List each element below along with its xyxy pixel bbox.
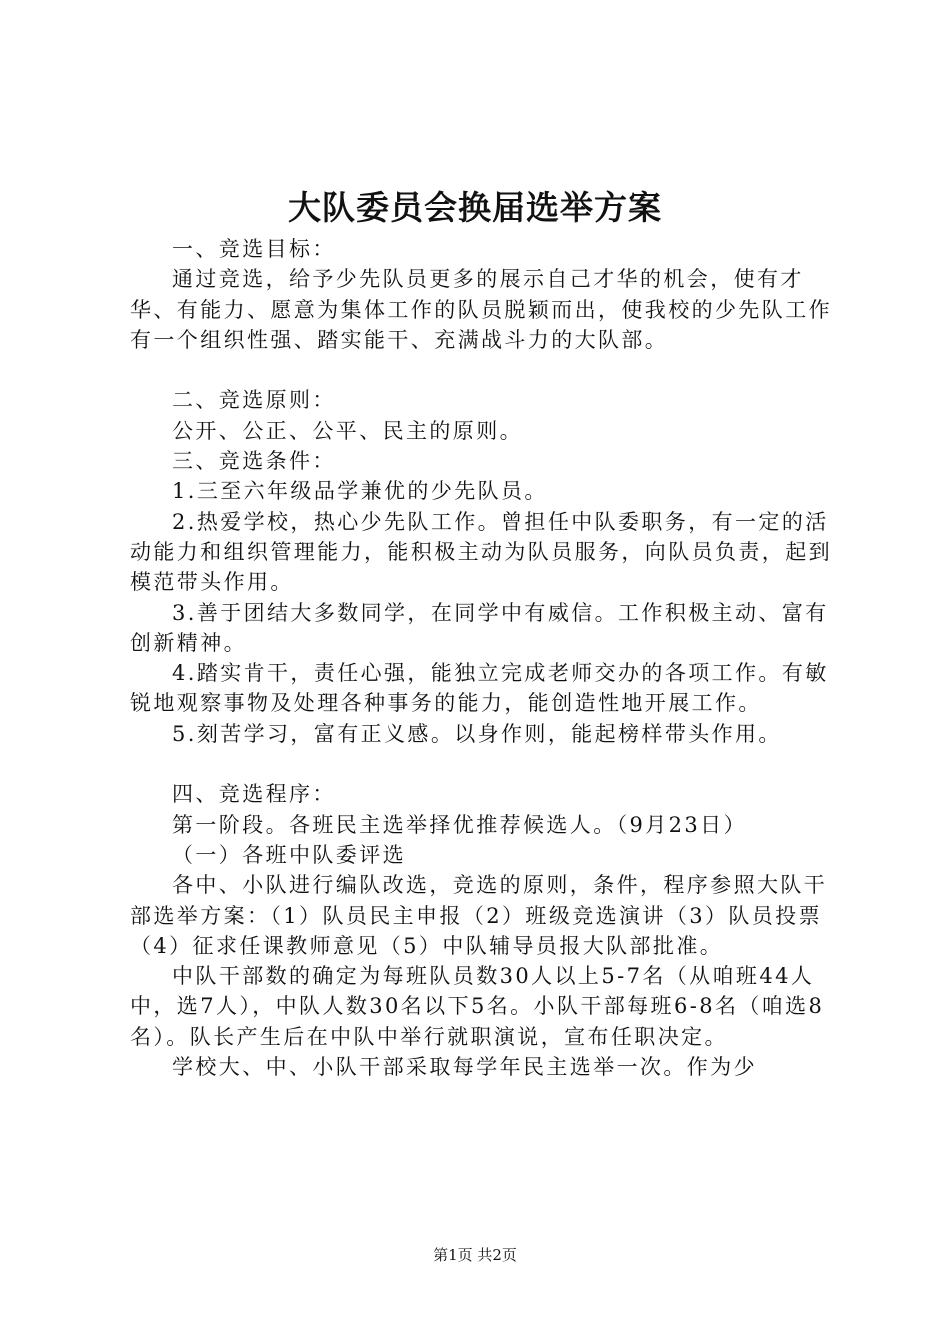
section-heading-conditions: 三、竞选条件： (172, 449, 336, 474)
document-title: 大队委员会换届选举方案 (288, 188, 662, 227)
paragraph-goal: 通过竞选，给予少先队员更多的展示自己才华的机会，使有才华、有能力、愿意为集体工作的队员脱颖而出，使我校的少先队工作有一个组织性强、踏实能干、充满战斗力的大队部。 (130, 267, 832, 352)
condition-item-2: 2.热爱学校，热心少先队工作。曾担任中队委职务，有一定的活动能力和组织管理能力，能积极主动为队员服务，向队员负责，起到模范带头作用。 (130, 509, 832, 595)
condition-item-3: 3.善于团结大多数同学，在同学中有威信。工作积极主动、富有创新精神。 (130, 600, 829, 655)
paragraph-cadre-count: 中队干部数的确定为每班队员数30人以上5-7名（从咱班44人中，选7人），中队人数30名以下5名。小队干部每班6-8名（咱选8名）。队长产生后在中队中举行就职演说，宣布任职决定。 (130, 964, 825, 1049)
section-heading-procedure: 四、竞选程序： (172, 782, 336, 807)
page-footer: 第1页 共2页 (433, 1246, 517, 1264)
section-heading-goal: 一、竞选目标： (172, 237, 336, 261)
procedure-stage-1: 第一阶段。各班民主选举择优推荐候选人。（9月23日） (172, 812, 747, 837)
condition-item-4: 4.踏实肯干，责任心强，能独立完成老师交办的各项工作。有敏锐地观察事物及处理各种事务的能力，能创造性地开展工作。 (130, 661, 829, 716)
paragraph-annual-election: 学校大、中、小队干部采取每学年民主选举一次。作为少 (172, 1055, 757, 1080)
section-heading-principle: 二、竞选原则： (172, 388, 336, 413)
paragraph-principle: 公开、公正、公平、民主的原则。 (172, 418, 523, 443)
paragraph-class-election: 各中、小队进行编队改选，竞选的原则，条件，程序参照大队干部选举方案：（1）队员民主申报（2）班级竞选演讲（3）队员投票（4）征求任课教师意见（5）中队辅导员报大队部批准。 (130, 873, 828, 958)
condition-item-1: 1.三至六年级品学兼优的少先队员。 (172, 479, 548, 504)
document-body (130, 234, 846, 1082)
condition-item-5: 5.刻苦学习，富有正义感。以身作则，能起榜样带头作用。 (172, 721, 782, 746)
procedure-subheading: （一）各班中队委评选 (172, 842, 406, 867)
